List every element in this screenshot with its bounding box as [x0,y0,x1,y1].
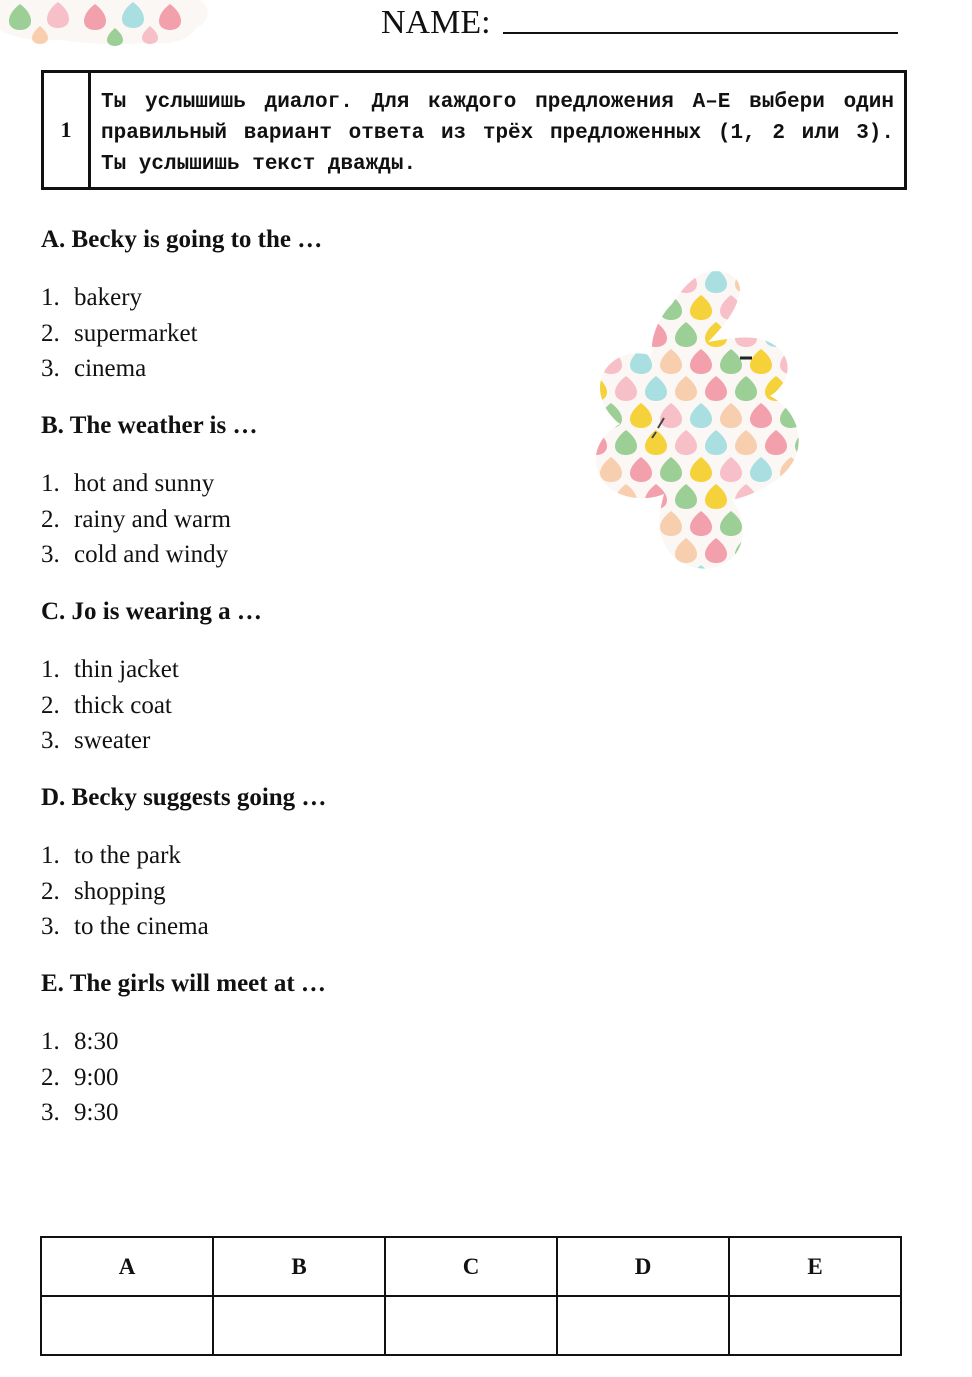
option-number: 2. [41,877,60,905]
question-b-prompt: B. The weather is … [41,412,258,439]
sticker-dot [615,322,637,347]
sticker-dot [675,268,697,293]
option-item[interactable] [41,688,179,724]
option-text: shopping [74,877,166,905]
option-item[interactable] [41,351,198,387]
sticker-dot [750,295,772,320]
sticker-dot [735,268,757,293]
sticker-dot [765,268,787,293]
option-text: hot and sunny [74,470,215,497]
option-item[interactable] [41,652,179,688]
task-instruction-text: Ты услышишь диалог. Для каждого предложения A–E выбери один правильный вариант ответа из трёх предложенных (1, 2 или 3). Ты услышишь текст дважды. [101,91,894,176]
option-item[interactable] [41,838,209,874]
name-field[interactable] [381,2,898,42]
option-item[interactable] [41,909,209,945]
sticker-dot [810,349,812,374]
sticker-dot [765,322,787,347]
option-item[interactable] [41,280,198,316]
sticker-dot [780,295,802,320]
option-number: 1. [41,470,60,497]
task-number: 1 [44,73,91,187]
sticker-dot [810,295,812,320]
question-e-prompt: E. The girls will meet at … [41,970,326,997]
option-item[interactable] [41,316,198,352]
sticker-dot [615,538,637,563]
option-text: sweater [74,727,151,754]
answer-cell-b[interactable] [213,1296,385,1355]
sticker-dot [600,295,622,320]
option-number: 1. [41,842,60,869]
sticker-dot [590,538,607,563]
sticker-dot [750,511,772,536]
sticker-dot [780,511,802,536]
option-text: 9:30 [74,1099,119,1126]
sticker-dot [780,565,802,574]
sticker-dot [795,538,812,563]
answer-cell-c[interactable] [385,1296,557,1355]
option-text: cold and windy [74,541,229,568]
option-text: supermarket [74,319,198,347]
sticker-dot [765,538,787,563]
sticker-dot [590,268,607,293]
question-d-prompt: D. Becky suggests going … [41,784,327,811]
option-text: thick coat [74,691,172,719]
question-e-options [41,1024,118,1131]
sticker-dot [795,484,812,509]
option-item[interactable] [41,874,209,910]
sticker-dot [795,268,812,293]
option-number: 1. [41,284,60,311]
option-text: thin jacket [74,656,179,683]
option-number: 2. [41,319,60,347]
sticker-dot [630,511,652,536]
answer-cell-a[interactable] [41,1296,213,1355]
option-text: to the park [74,842,181,869]
sticker-dot [720,565,742,574]
option-number: 3. [41,1099,60,1126]
sticker-dot [600,565,622,574]
option-number: 3. [41,541,60,568]
answer-header-d: D [557,1237,729,1296]
sticker-dot [630,565,652,574]
sticker-dot [590,322,607,347]
sticker-dot [780,349,802,374]
answer-header-b: B [213,1237,385,1296]
sticker-dot [600,349,622,374]
sticker-dot [735,322,757,347]
sticker-dot [660,565,682,574]
answer-table-header-row [41,1237,901,1296]
option-item[interactable] [41,1095,118,1131]
question-d-options [41,838,209,945]
option-number: 1. [41,656,60,683]
name-blank-line[interactable] [503,2,898,34]
option-text: 8:30 [74,1028,119,1055]
sticker-dot [590,430,607,455]
option-number: 3. [41,727,60,754]
option-number: 3. [41,913,60,940]
sticker-dot [705,268,727,293]
option-number: 3. [41,355,60,382]
polka-dot-sticker-icon [590,268,812,574]
option-number: 2. [41,1063,60,1091]
name-label: NAME: [381,4,491,41]
option-text: bakery [74,284,143,311]
answer-cell-d[interactable] [557,1296,729,1355]
sticker-dot [645,268,667,293]
sticker-dot [810,511,812,536]
option-number: 1. [41,1028,60,1055]
answer-header-a: A [41,1237,213,1296]
question-b-options [41,466,231,573]
option-item[interactable] [41,466,231,502]
option-item[interactable] [41,723,179,759]
option-text: to the cinema [74,913,209,940]
option-item[interactable] [41,1060,118,1096]
option-text: rainy and warm [74,505,231,533]
answer-table-input-row [41,1296,901,1355]
sticker-dot [795,322,812,347]
answer-header-e: E [729,1237,901,1296]
question-a-prompt: A. Becky is going to the … [41,226,323,253]
answer-header-c: C [385,1237,557,1296]
option-item[interactable] [41,502,231,538]
option-item[interactable] [41,1024,118,1060]
task-instruction-box [41,70,907,190]
sticker-dot [615,268,637,293]
sticker-dot [630,295,652,320]
sticker-dot [810,565,812,574]
question-c-prompt: C. Jo is wearing a … [41,598,262,625]
option-text: 9:00 [74,1063,119,1091]
option-number: 2. [41,505,60,533]
question-a-options [41,280,198,387]
sticker-dot [750,565,772,574]
answer-cell-e[interactable] [729,1296,901,1355]
sticker-dot [810,457,812,482]
sticker-dot [765,484,787,509]
sticker-dot [590,484,607,509]
sticker-dot [630,349,652,374]
answer-table [40,1236,902,1356]
option-text: cinema [74,355,147,382]
option-number: 2. [41,691,60,719]
polka-dot-sticker-icon [0,0,215,50]
question-c-options [41,652,179,759]
option-item[interactable] [41,537,231,573]
sticker-dot [795,376,812,401]
sticker-dot [810,403,812,428]
sticker-dot [600,511,622,536]
